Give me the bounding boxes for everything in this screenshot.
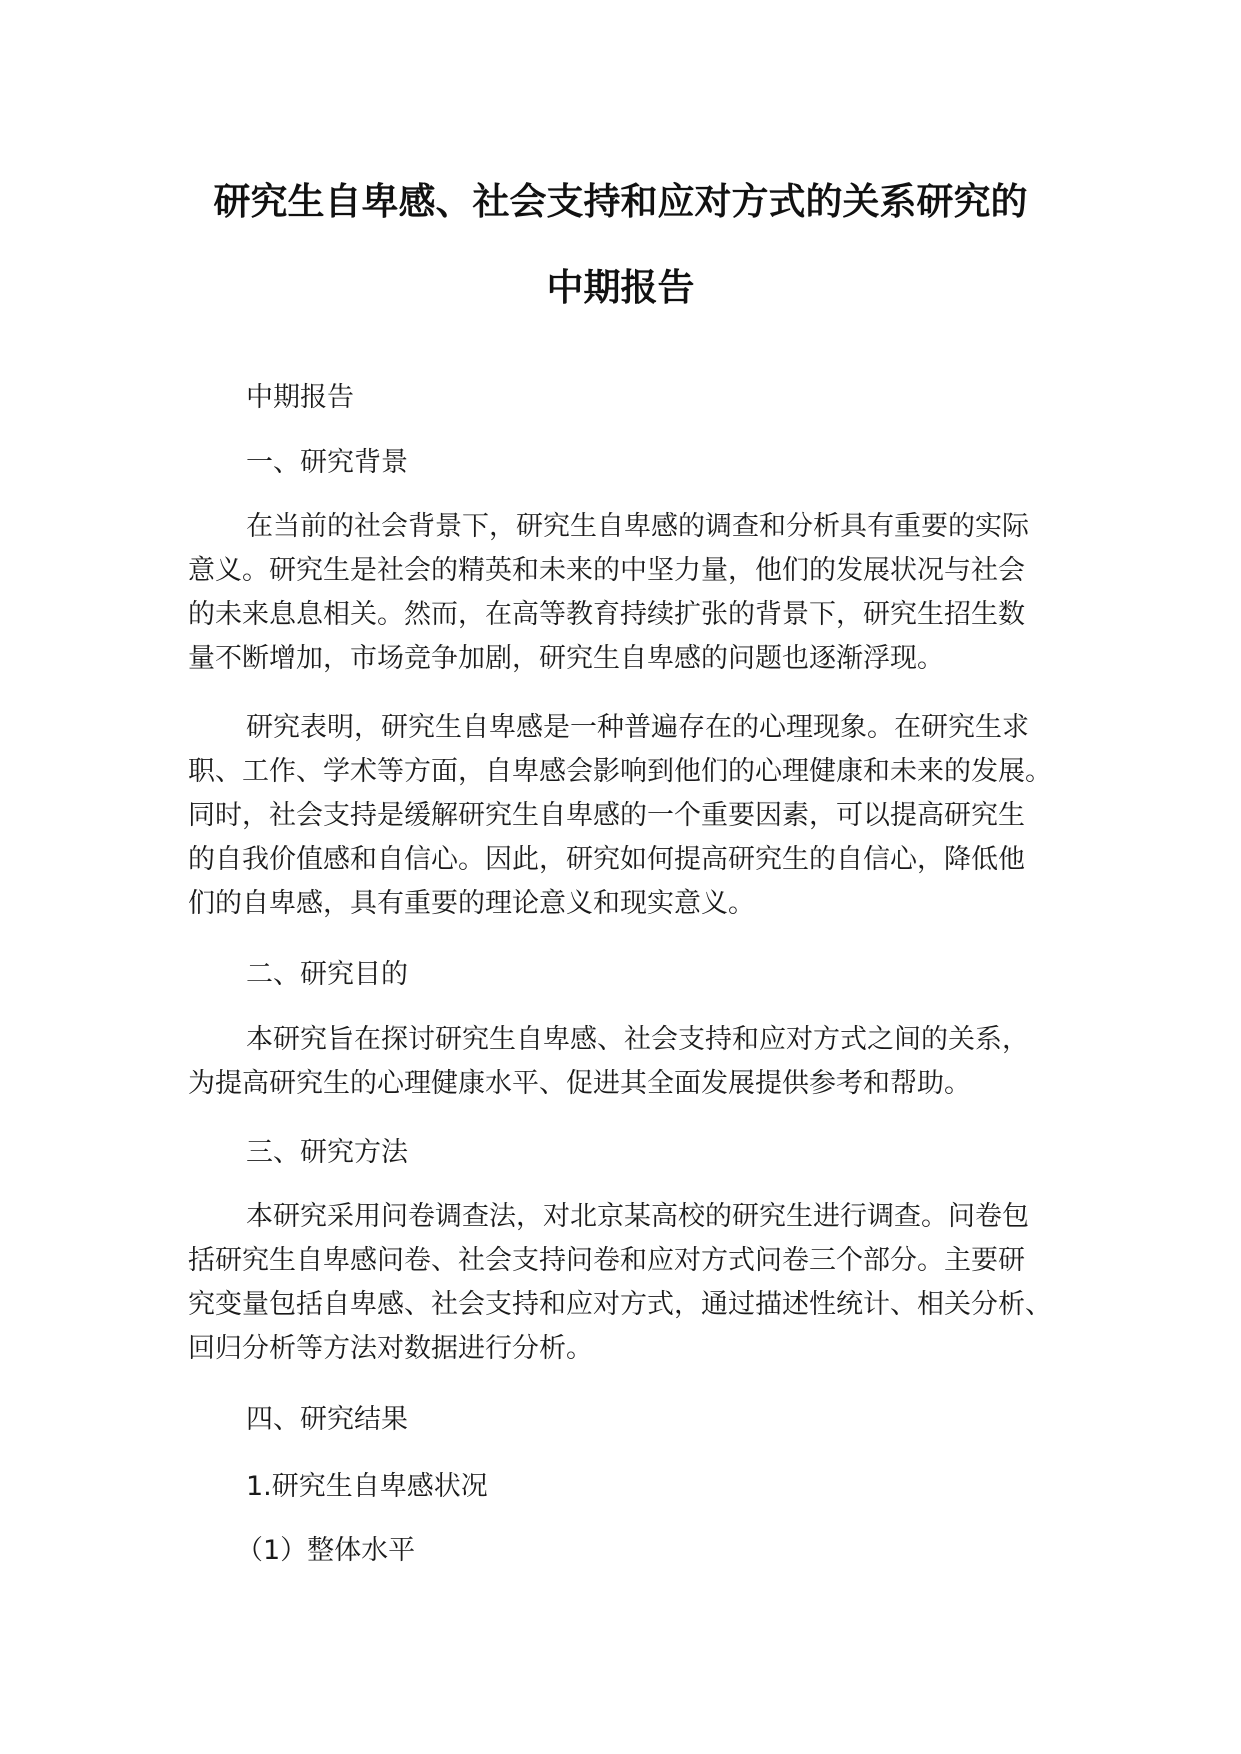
paragraph-line: 的自我价值感和自信心。因此，研究如何提高研究生的自信心，降低他: [188, 844, 1025, 875]
section-heading-background: 一、研究背景: [246, 447, 408, 478]
section-heading-method: 三、研究方法: [246, 1137, 408, 1168]
paragraph-line: 意义。研究生是社会的精英和未来的中坚力量，他们的发展状况与社会: [188, 555, 1025, 586]
paragraph-line: 的未来息息相关。然而，在高等教育持续扩张的背景下，研究生招生数: [188, 599, 1025, 630]
paragraph-line: 回归分析等方法对数据进行分析。: [188, 1333, 593, 1364]
document-title-line-2: 中期报告: [546, 266, 695, 309]
label-midterm-report: 中期报告: [246, 382, 354, 413]
subheading-overall-level: （1）整体水平: [236, 1535, 416, 1566]
section-heading-aim: 二、研究目的: [246, 959, 408, 990]
paragraph-line: 们的自卑感，具有重要的理论意义和现实意义。: [188, 888, 755, 919]
paragraph-line: 同时，社会支持是缓解研究生自卑感的一个重要因素，可以提高研究生: [188, 800, 1025, 831]
paragraph-line: 在当前的社会背景下，研究生自卑感的调查和分析具有重要的实际: [246, 511, 1029, 542]
paragraph-line: 本研究采用问卷调查法，对北京某高校的研究生进行调查。问卷包: [246, 1201, 1029, 1232]
paragraph-line: 为提高研究生的心理健康水平、促进其全面发展提供参考和帮助。: [188, 1068, 971, 1099]
paragraph-line: 本研究旨在探讨研究生自卑感、社会支持和应对方式之间的关系，: [246, 1024, 1029, 1055]
paragraph-line: 括研究生自卑感问卷、社会支持问卷和应对方式问卷三个部分。主要研: [188, 1245, 1025, 1276]
document-title-line-1: 研究生自卑感、社会支持和应对方式的关系研究的: [213, 180, 1028, 223]
section-heading-results: 四、研究结果: [246, 1404, 408, 1435]
paragraph-line: 究变量包括自卑感、社会支持和应对方式，通过描述性统计、相关分析、: [188, 1289, 1052, 1320]
paragraph-line: 量不断增加，市场竞争加剧，研究生自卑感的问题也逐渐浮现。: [188, 643, 944, 674]
paragraph-line: 研究表明，研究生自卑感是一种普遍存在的心理现象。在研究生求: [246, 712, 1029, 743]
paragraph-line: 职、工作、学术等方面，自卑感会影响到他们的心理健康和未来的发展。: [188, 756, 1052, 787]
subheading-inferiority-status: 1.研究生自卑感状况: [246, 1471, 488, 1502]
